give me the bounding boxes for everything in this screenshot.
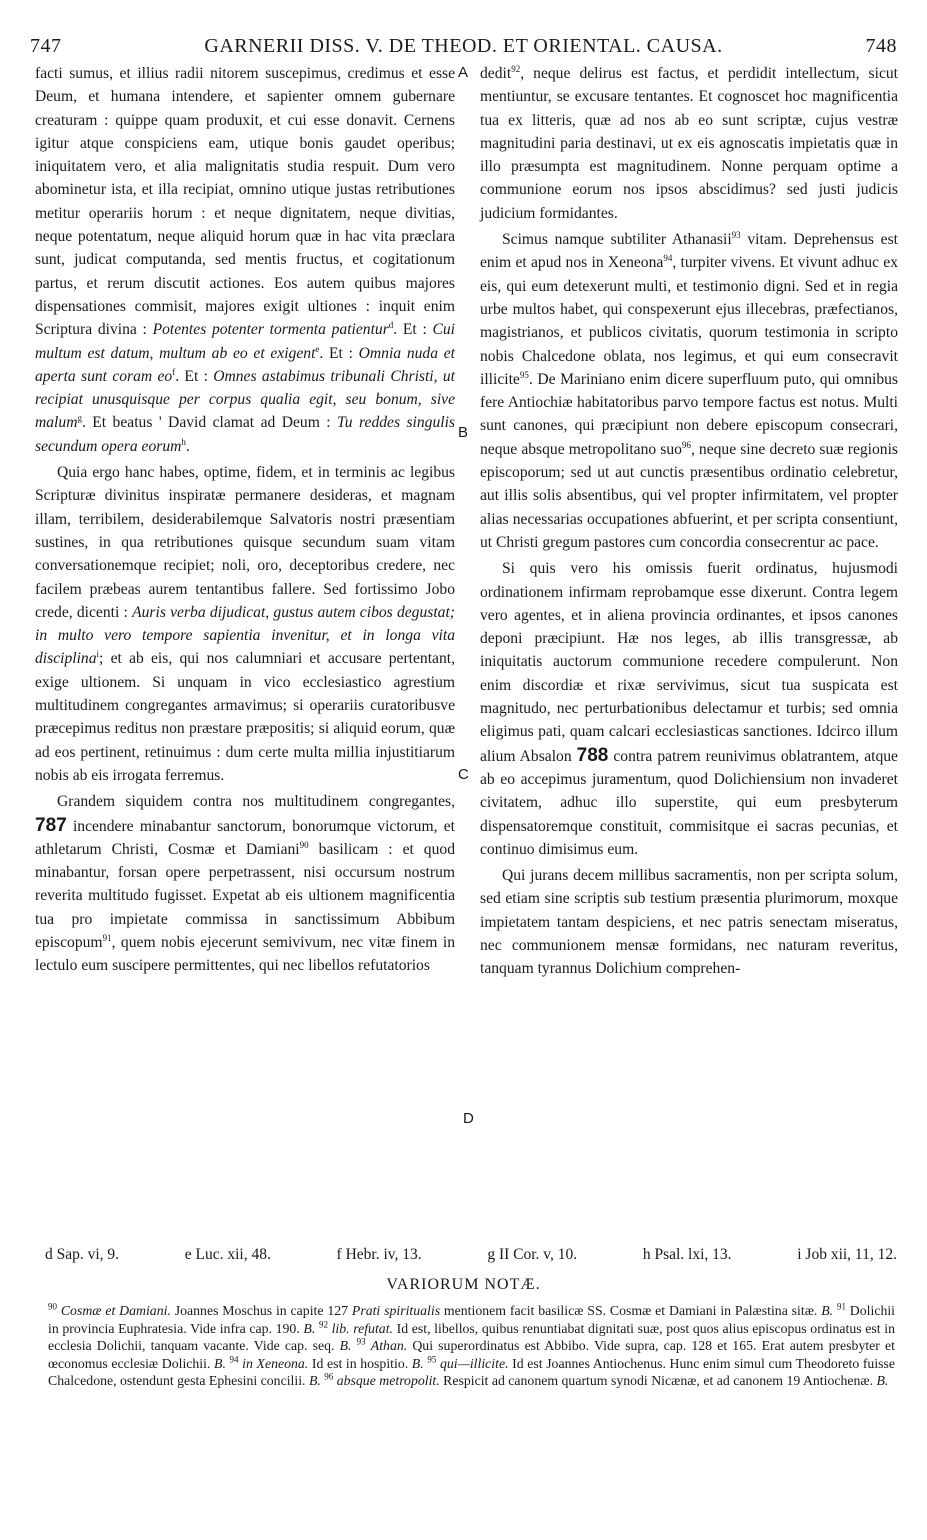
left-paragraph-2: Quia ergo hanc habes, optime, fidem, et in terminis ac legibus Scripturæ divinitus inspiratæ permanere desideras, et magnam illam, terribilem, desiderabilemque Salvatoris nostri præsentiam sustines, in qua retributiones quisque secundum suam vitam conversationemque recipiet; noli, oro, deceptoribus credere, nec facilem præbeas aurem tentantibus fallere. Sed fortissimo Jobo crede, dicenti : Auris verba dijudicat, gustus autem cibos degustat; in multo vero tempore sapientia invenitur, et in longa vita disciplina$^i$; et ab eis, qui nos calumniari et accusare pertentant, exige ultionem. Si unquam in vico ecclesiastico agrestium multitudinem congregantes armavimus; si operariis curatoribusve præcepimus reditus non præstare præpositis; si aliquid eorum, quæ ad eos pertinent, retinuimus : dum certe multa millia injustitiarum nobis ab eis irrogata ferremus. (35, 464, 455, 784)
margin-number-788: 788 (576, 744, 609, 766)
left-column (35, 62, 455, 978)
right-paragraph-2: Scimus namque subtiliter Athanasii$^{93}$ vitam. Deprehensus est enim et apud nos in Xeneona$^{94}$, turpiter vivens. Et vivunt adhuc ex eis, qui eum detexerunt multi, et testimonio digni. Sed et in regia urbe multos habet, qui conspexerunt ejus illecebras, præfectianos, magistrianos, et publicos civitatis, quorum testimonia in scripto nobis Chalcedone oblata, nos legimus, et qui eum consecravit illicite$^{95}$. De Mariniano enim dicere superfluum puto, qui omnibus fere Antiochiæ habitatoribus parvo tempore factus est notus. Multi sunt canones, qui præcipiunt non debere episcopum consecrari, neque absque metropolitano suo$^{96}$, neque sine decreto suæ regionis episcoporum; sed ut aut cunctis præsentibus ordinatio celebretur, aut illis solis absentibus, qui vel propter infirmitatem, vel propter alias necessarias occupationes abfuerint, et per scripta consentiunt, ut Christi gregum pastores cum concordia consecrentur ac pace. (480, 229, 898, 551)
page-number-right: 748 (865, 35, 897, 57)
variorum-notes (48, 1302, 895, 1390)
right-paragraph-4: Qui jurans decem millibus sacramentis, non per scripta solum, sed etiam sine scriptis sub testium præsentia plurimorum, moxque impietatem tantam despiciens, et nec patris senectam miseratus, nec communionem mensæ formidans, nec naturam reveritus, tanquam tyrannus Dolichium comprehen- (480, 867, 898, 978)
section-mark-d: D (463, 1110, 474, 1127)
right-paragraph-3: Si quis vero his omissis fuerit ordinatus, hujusmodi ordinationem infirmam reprobamque esse dixerunt. Contra legem vero agentes, et in aliena provincia ordinantes, et ipsos canones deponi præcipiunt. Hæ nos leges, ab illis transgressæ, ab iniquitatis auctorum communione recedere compulerunt. Non enim discordiæ et rixæ servivimus, sicut tua suspicata est magnitudo, nec perturbationibus delectamur et turbis; sed omnia eligimus pati, quam calcari ecclesiasticas sanctiones. Idcirco illum alium Absalon 788 contra patrem reunivimus oblatrantem, atque ab eo accepimus juramentum, quod Dolichiensium non invaderet civitatem, adhuc illo superstite, qui eum presbyterum dispensatoremque constituit, commisitque ei sacras pecunias, et continuo dimisimus eum. (480, 560, 898, 858)
left-paragraph-3: Grandem siquidem contra nos multitudinem congregantes, 787 incendere minabantur sanctorum, bonorumque victorum, et athletarum Christi, Cosmæ et Damiani$^{90}$ basilicam : et quod minabantur, forsan opere perpetrassent, nisi occursum nostrum reverita multitudo fugisset. Expetat ab eis ultionem magnificentia tua pro impietate commissa in sanctissimum Abbibum episcopum$^{91}$, quem nobis ejecerunt semivivum, nec vitæ finem in lectulo eum suscipere permittentes, qui nec libellos refutatorios (35, 793, 455, 975)
reference-g: g II Cor. v, 10. (487, 1246, 578, 1263)
section-mark-c: C (458, 766, 469, 783)
right-column (480, 62, 898, 981)
reference-f: f Hebr. iv, 13. (336, 1246, 422, 1263)
notes-text: $^{90}$ Cosmæ et Damiani. Joannes Moschus in capite 127 Prati spiritualis mentionem facit basilicæ SS. Cosmæ et Damiani in Palæstina sitæ. B. $^{91}$ Dolichii in provincia Euphratesia. Vide infra cap. 190. B. $^{92}$ lib. refutat. Id est, libellos, quibus renuntiabat dignitati suæ, post quos alius episcopus ordinatus est in ecclesia Dolichii, tanquam vacante. Vide cap. seq. B. $^{93}$ Athan. Qui superordinatus est Abbibo. Vide supra, cap. 128 et 165. Erat autem presbyter et œconomus ecclesiæ Dolichii. B. $^{94}$ in Xeneona. Id est in hospitio. B. $^{95}$ qui—illicite. Id est Joannes Antiochenus. Hunc enim simul cum Theodoreto fuisse Chalcedone, ostendunt gesta Ephesini concilii. B. $^{96}$ absque metropolit. Respicit ad canonem quartum synodi Nicænæ, et ad canonem 19 Antiochenæ. B. (48, 1301, 896, 1388)
reference-d: d Sap. vi, 9. (45, 1246, 120, 1263)
right-paragraph-1: dedit$^{92}$, neque delirus est factus, et perdidit intellectum, sicut mentiuntur, se excusare tentantes. Et cognoscet hoc magnificentia tua ex litteris, quæ ad nos ab eo sunt scriptæ, cujus vestræ magnitudini paria destinavi, ut ex eis agnoscatis impietatis quæ in illo præsumpta est magnitudinem. Nonne perquam optime a communione eorum nos ipsos abscidimus? sed justi judicis judicium formidantes. (480, 63, 898, 222)
reference-e: e Luc. xii, 48. (184, 1246, 271, 1263)
section-mark-b: B (458, 424, 469, 441)
left-paragraph-1: facti sumus, et illius radii nitorem suscepimus, credimus et esse Deum, et humana intendere, et sapienter omnem gubernare creaturam : quippe quam produxit, et cui esse donavit. Cernens igitur atque conspiciens eam, utique bonis gaudet operibus; iniquitatem vero, et alia malignitatis studia respuit. Dum vero abominetur ista, et illa recipiat, omnino utique justas retributiones metitur operariis horum : et neque dignitatem, neque divitias, neque potentatum, neque aliquid horum quæ in hac vita præclara sunt, judicat computanda, sed mentis fructus, et cogitationum partus, et rerum discutit actiones. Eos autem quibus majores dispensationes commisit, majores exigit ultiones : inquit enim Scriptura divina : Potentes potenter tormenta patientur$^d$. Et : Cui multum est datum, multum ab eo et exigent$^e$. Et : Omnia nuda et aperta sunt coram $eo^f$. Et : Omnes astabimus tribunali Christi, ut recipiat unusquisque per corpus qualia egit, seu bonum, sive malum$^g$. Et beatus ' David clamat ad Deum : Tu reddes singulis secundum opera eorum$^h$. (35, 65, 455, 455)
section-mark-a: A (458, 64, 469, 81)
page-number-left: 747 (30, 35, 62, 57)
reference-i: i Job xii, 11, 12. (797, 1246, 897, 1263)
notes-heading: VARIORUM NOTÆ. (386, 1276, 541, 1293)
reference-h: h Psal. lxi, 13. (642, 1246, 732, 1263)
margin-number-787: 787 (35, 814, 67, 836)
running-title: GARNERII DISS. V. DE THEOD. ET ORIENTAL. CAUSA. (204, 35, 723, 57)
scripture-references (45, 1246, 897, 1264)
running-header (30, 35, 897, 59)
